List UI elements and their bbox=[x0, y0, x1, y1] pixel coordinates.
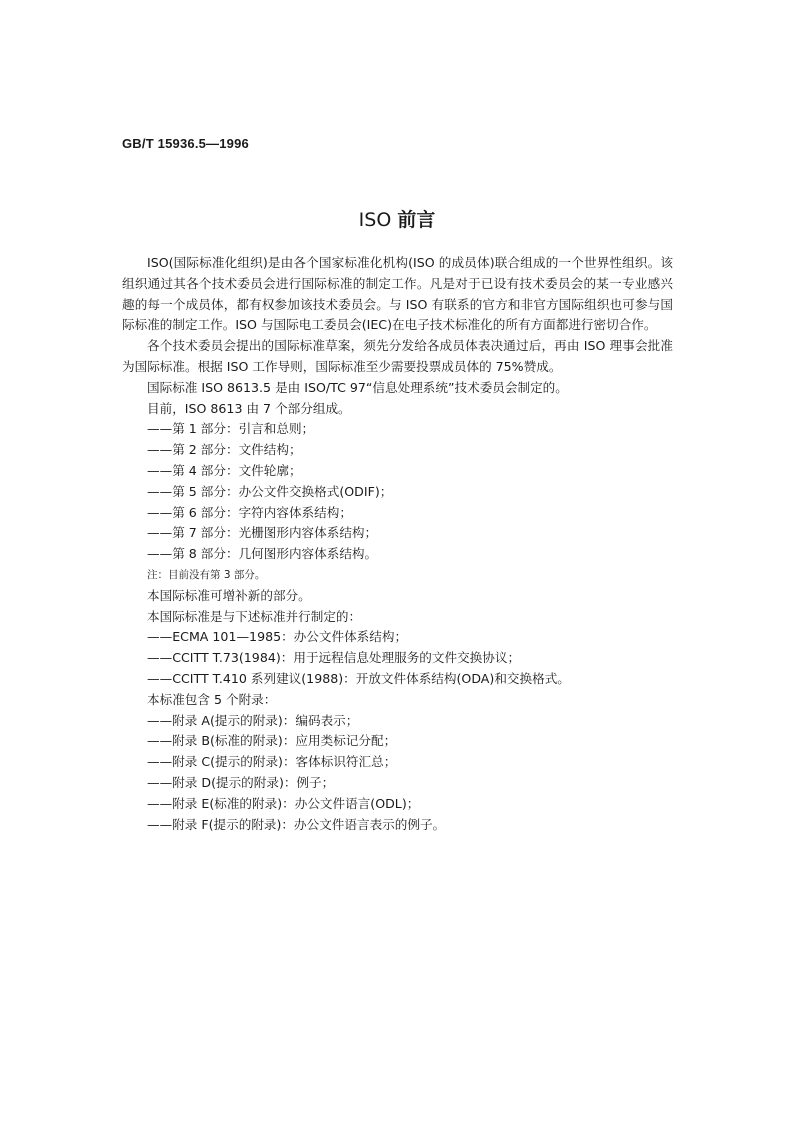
list-item-appendix-f: ——附录 F(提示的附录)：办公文件语言表示的例子。 bbox=[147, 816, 446, 832]
title-main: 前言 bbox=[397, 209, 436, 231]
line-appendix-intro: 本标准包含 5 个附录： bbox=[147, 691, 277, 707]
line-parallel-intro: 本国际标准是与下述标准并行制定的： bbox=[147, 608, 362, 624]
list-item-part-4: ——第 4 部分：文件轮廓； bbox=[147, 462, 302, 478]
list-item-appendix-c: ——附录 C(提示的附录)：客体标识符汇总； bbox=[147, 754, 397, 770]
list-item-appendix-b: ——附录 B(标准的附录)：应用类标记分配； bbox=[147, 733, 397, 749]
list-item-appendix-d: ——附录 D(提示的附录)：例子； bbox=[147, 774, 335, 790]
paragraph-approval: 各个技术委员会提出的国际标准草案，须先分发给各成员体表决通过后，再由 ISO 理事会批准为国际标准。根据 ISO 工作导则，国际标准至少需要投票成员体的 75%赞成。 bbox=[122, 338, 673, 374]
note: 注：目前没有第 3 部分。 bbox=[147, 568, 266, 581]
list-item-part-8: ——第 8 部分：几何图形内容体系结构。 bbox=[147, 546, 378, 562]
list-item-ccitt-t73: ——CCITT T.73(1984)：用于远程信息处理服务的文件交换协议； bbox=[147, 650, 521, 666]
line-standard-origin: 国际标准 ISO 8613.5 是由 ISO/TC 97“信息处理系统”技术委员会制定的。 bbox=[147, 379, 568, 395]
list-item-ecma: ——ECMA 101—1985：办公文件体系结构； bbox=[147, 629, 408, 645]
line-parts-intro: 目前，ISO 8613 由 7 个部分组成。 bbox=[147, 400, 351, 416]
list-item-part-1: ——第 1 部分：引言和总则； bbox=[147, 421, 315, 437]
list-item-ccitt-t410: ——CCITT T.410 系列建议(1988)：开放文件体系结构(ODA)和交换格式。 bbox=[147, 670, 570, 686]
document-code: GB/T 15936.5—1996 bbox=[122, 136, 249, 151]
paragraph-iso-intro: ISO(国际标准化组织)是由各个国家标准化机构(ISO 的成员体)联合组成的一个世界性组织。该组织通过其各个技术委员会进行国际标准的制定工作。凡是对于已设有技术委员会的某一专业感兴趣的每一个成员体，都有权参加该技术委员会。与 ISO 有联系的官方和非官方国际组织也可参与国际标准的制定工作。ISO 与国际电工委员会(IEC)在电子技术标准化的所有方面都进行密切合作。 bbox=[122, 255, 673, 333]
list-item-appendix-a: ——附录 A(提示的附录)：编码表示； bbox=[147, 712, 359, 728]
line-supplement: 本国际标准可增补新的部分。 bbox=[147, 587, 311, 603]
list-item-appendix-e: ——附录 E(标准的附录)：办公文件语言(ODL)； bbox=[147, 795, 420, 811]
list-item-part-5: ——第 5 部分：办公文件交换格式(ODIF)； bbox=[147, 483, 393, 499]
list-item-part-6: ——第 6 部分：字符内容体系结构； bbox=[147, 504, 352, 520]
list-item-part-7: ——第 7 部分：光栅图形内容体系结构； bbox=[147, 525, 378, 541]
list-item-part-2: ——第 2 部分：文件结构； bbox=[147, 442, 302, 458]
foreword-body bbox=[122, 253, 673, 835]
page-title bbox=[0, 205, 794, 232]
title-prefix: ISO bbox=[358, 209, 398, 231]
